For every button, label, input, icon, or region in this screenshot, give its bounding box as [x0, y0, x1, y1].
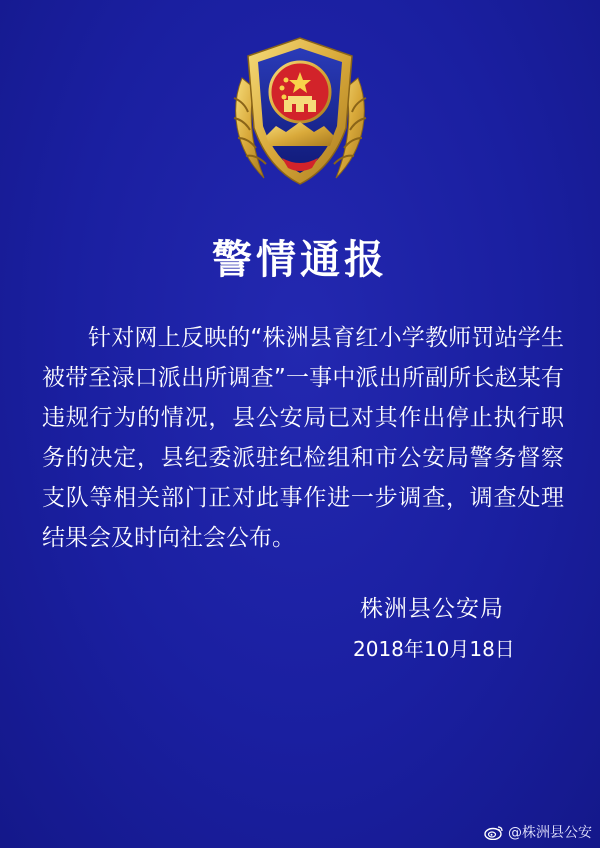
- issue-date: 2018年10月18日: [353, 637, 515, 661]
- notice-title: 警情通报: [212, 237, 388, 283]
- weibo-icon: [484, 824, 504, 840]
- weibo-account: @株洲县公安: [508, 825, 592, 841]
- notice-body: 针对网上反映的“株洲县育红小学教师罚站学生被带至渌口派出所调查”一事中派出所副所长赵某有违规行为的情况，县公安局已对其作出停止执行职务的决定，县纪委派驻纪检组和市公安局警务督察支队等相关部门正对此事作进一步调查，调查处理结果会及时向社会公布。: [42, 325, 564, 551]
- police-emblem-icon: [212, 18, 388, 194]
- weibo-watermark: [484, 822, 592, 842]
- issuer-signature: 株洲县公安局: [360, 596, 504, 622]
